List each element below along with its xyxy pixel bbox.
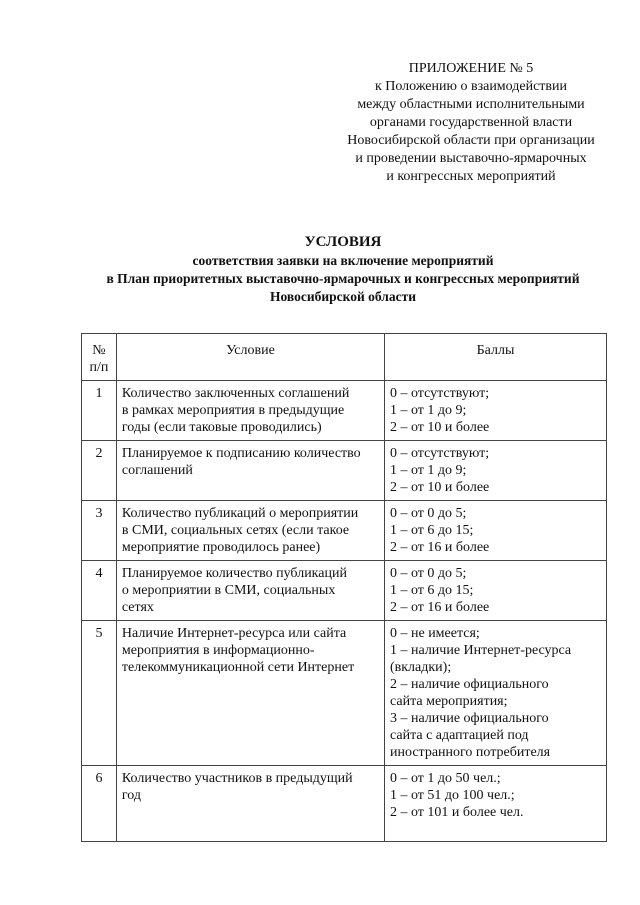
row-score: 0 – отсутствуют; 1 – от 1 до 9; 2 – от 10 и более xyxy=(384,381,606,441)
header-number: № п/п xyxy=(82,334,117,381)
table-row xyxy=(82,621,607,766)
row-condition: Количество заключенных соглашений в рамках мероприятия в предыдущие годы (если таковые проводились) xyxy=(116,381,384,441)
appendix-line: Новосибирской области при организации xyxy=(347,133,595,148)
row-number: 3 xyxy=(82,501,117,561)
appendix-line: и конгрессных мероприятий xyxy=(386,169,556,184)
title-subline: Новосибирской области xyxy=(269,289,417,304)
appendix-line: органами государственной власти xyxy=(369,115,573,130)
row-condition: Планируемое к подписанию количество соглашений xyxy=(116,441,384,501)
table-row xyxy=(82,561,607,621)
header-condition: Условие xyxy=(116,334,384,381)
table-row xyxy=(82,501,607,561)
appendix-line: к Положению о взаимодействии xyxy=(374,79,568,94)
row-score: 0 – не имеется; 1 – наличие Интернет-ресурса (вкладки); 2 – наличие официального сайта мероприятия; 3 – наличие официального сайта с адаптацией под иностранного потребителя xyxy=(384,621,606,766)
row-score: 0 – от 1 до 50 чел.; 1 – от 51 до 100 чел.; 2 – от 101 и более чел. xyxy=(384,766,606,842)
header-score: Баллы xyxy=(384,334,606,381)
table-row xyxy=(82,766,607,842)
conditions-table xyxy=(81,333,607,842)
row-score: 0 – от 0 до 5; 1 – от 6 до 15; 2 – от 16 и более xyxy=(384,501,606,561)
row-score: 0 – отсутствуют; 1 – от 1 до 9; 2 – от 10 и более xyxy=(384,441,606,501)
row-number: 2 xyxy=(82,441,117,501)
row-condition: Количество участников в предыдущий год xyxy=(116,766,384,842)
table-header-row xyxy=(82,334,607,381)
row-condition: Наличие Интернет-ресурса или сайта мероприятия в информационно- телекоммуникационной сети Интернет xyxy=(116,621,384,766)
table-row xyxy=(82,381,607,441)
title-subline: соответствия заявки на включение мероприятий xyxy=(192,253,494,268)
appendix-caption xyxy=(328,60,614,186)
row-number: 6 xyxy=(82,766,117,842)
row-number: 4 xyxy=(82,561,117,621)
appendix-line: ПРИЛОЖЕНИЕ № 5 xyxy=(408,61,534,76)
table-row xyxy=(82,441,607,501)
row-condition: Планируемое количество публикаций о мероприятии в СМИ, социальных сетях xyxy=(116,561,384,621)
row-score: 0 – от 0 до 5; 1 – от 6 до 15; 2 – от 16 и более xyxy=(384,561,606,621)
appendix-line: и проведении выставочно-ярмарочных xyxy=(355,151,587,166)
appendix-line: между областными исполнительными xyxy=(357,97,585,112)
row-condition: Количество публикаций о мероприятии в СМИ, социальных сетях (если такое мероприятие проводилось ранее) xyxy=(116,501,384,561)
row-number: 1 xyxy=(82,381,117,441)
document-title xyxy=(60,232,626,306)
title-main: УСЛОВИЯ xyxy=(304,234,382,250)
title-subline: в План приоритетных выставочно-ярмарочных и конгрессных мероприятий xyxy=(106,271,580,286)
row-number: 5 xyxy=(82,621,117,766)
